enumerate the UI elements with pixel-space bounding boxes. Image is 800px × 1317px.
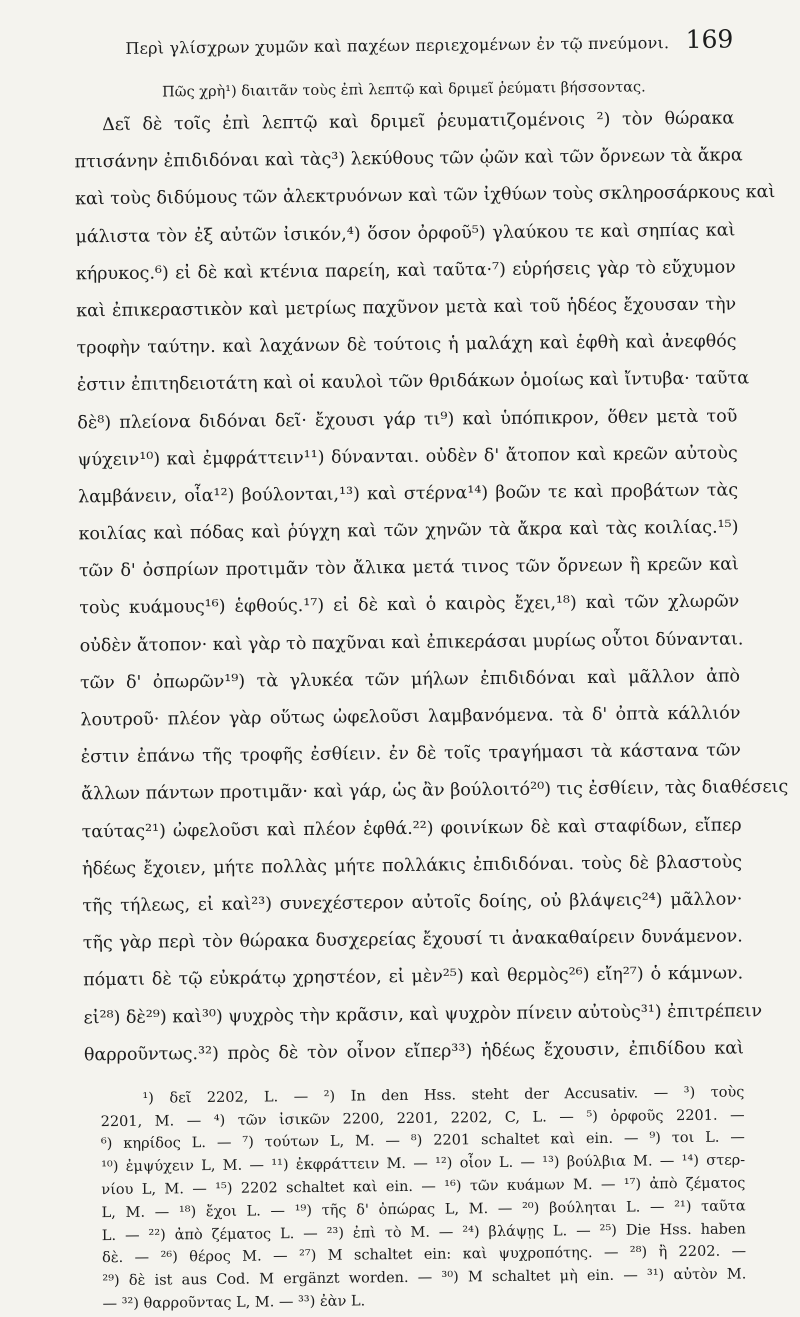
text-line: Δεῖ δὲ τοῖς ἐπὶ λεπτῷ καὶ δριμεῖ ῥευματιζομένοις ²) τὸν θώρακα [102,108,735,136]
footnote-line: ¹⁰) ἐμψύχειν L, M. — ¹¹) ἐκφράττειν M. — ¹²) οἷον L. — ¹³) βούλβια M. — ¹⁴) στερ- [101,1152,746,1176]
text-line: ἐστιν ἐπιτηδειοτάτη καὶ οἱ καυλοὶ τῶν θριδάκων ὁμοίως καὶ ἴντυβα· ταῦτα [76,368,750,396]
footnote-line: ²⁹) δὲ ist aus Cod. M ergänzt worden. — ³⁰) M schaltet μὴ ein. — ³¹) αὐτὸν M. [102,1266,747,1290]
text-line: ἡδέως ἔχοιεν, μήτε πολλὰς μήτε πολλάκις ἐπιδιδόναι. τοὺς δὲ βλαστοὺς [81,852,743,880]
footnote-line: δὲ. — ²⁶) θέρος M. — ²⁷) M schaltet ein: καὶ ψυχροπότης. — ²⁸) ἢ 2202. — [102,1243,747,1267]
text-line: τῆς γὰρ περὶ τὸν θώρακα δυσχερείας ἔχουσί τι ἀνακαθαίρειν δυνάμενον. [82,926,743,954]
footnote-line: ⁶) κηρίδος L. — ⁷) τούτων L, M. — ⁸) 2201 schaltet καὶ ein. — ⁹) τοι L. — [100,1129,745,1153]
text-line: τῶν δ' ὀσπρίων προτιμᾶν τὸν ἄλικα μετά τινος τῶν ὄρνεων ἢ κρεῶν καὶ [78,554,739,582]
footnote-line: L. — ²²) ἀπὸ ζέματος L. — ²³) ἐπὶ τὸ M. — ²⁴) βλάψῃς L. — ²⁵) Die Hss. haben [101,1221,746,1244]
text-line: καὶ ἐπικεραστικὸν καὶ μετρίως παχῦνον μετὰ καὶ τοῦ ἡδέος ἔχουσαν τὴν [76,294,737,322]
text-line: τῶν δ' ὀπωρῶν¹⁹) τὰ γλυκέα τῶν μήλων ἐπιδιδόναι καὶ μᾶλλον ἀπὸ [79,666,741,694]
text-line: ψύχειν¹⁰) καὶ ἐμφράττειν¹¹) δύνανται. οὐδὲν δ' ἄτοπον καὶ κρεῶν αὐτοὺς [77,443,738,471]
text-line: μάλιστα τὸν ἐξ αὐτῶν ἰσικόν,⁴) ὅσον ὀρφοῦ⁵) γλαύκου τε καὶ σηπίας καὶ [75,220,736,247]
text-line: πόματι δὲ τῷ εὐκράτῳ χρηστέον, εἰ μὲν²⁵) καὶ θερμὸς²⁶) εἴη²⁷) ὁ κάμνων. [83,963,744,991]
text-line: λουτροῦ· πλέον γὰρ οὕτως ὠφελοῦσι λαμβανόμενα. τὰ δ' ὀπτὰ κάλλιόν [80,703,741,731]
text-line: κήρυκος.⁶) εἰ δὲ καὶ κτένια παρείη, καὶ ταῦτα·⁷) εὑρήσεις γὰρ τὸ εὔχυμον [75,257,736,285]
text-line: θαρροῦντως.³²) πρὸς δὲ τὸν οἶνον εἴπερ³³) ἡδέως ἔχουσιν, ἐπιδίδου καὶ [83,1038,745,1066]
text-line: κοιλίας καὶ πόδας καὶ ῥύγχη καὶ τῶν χηνῶν τὰ ἄκρα καὶ τὰς κοιλίας.¹⁵) [78,517,739,545]
text-line: καὶ τοὺς διδύμους τῶν ἀλεκτρυόνων καὶ τῶν ἰχθύων τοὺς σκληροσάρκους καὶ [74,182,776,210]
running-head: Περὶ γλίσχρων χυμῶν καὶ παχέων περιεχομένων ἐν τῷ πνεύμονι. [125,33,670,58]
text-line: ἄλλων πάντων προτιμᾶν· καὶ γάρ, ὡς ἂν βούλοιτό²⁰) τις ἐσθίειν, τὰς διαθέσεις [81,777,789,805]
footnote-line: L, M. — ¹⁸) ἔχοι L. — ¹⁹) τῆς δ' ὀπώρας L, M. — ²⁰) βούληται L. — ²¹) ταῦτα [101,1198,746,1222]
body-text [74,100,789,1074]
section-title: Πῶς χρὴ¹) διαιτᾶν τοὺς ἐπὶ λεπτῷ καὶ δριμεῖ ῥεύματι βήσσοντας. [161,79,646,101]
footnote-line: ¹) δεῖ 2202, L. — ²) In den Hss. steht der Accusativ. — ³) τοὺς [142,1084,745,1107]
text-line: τροφὴν ταύτην. καὶ λαχάνων δὲ τούτοις ἡ μαλάχη καὶ ἑφθὴ καὶ ἀνεφθός [76,331,737,359]
footnotes [84,1081,746,1316]
text-line: λαμβάνειν, οἷα¹²) βούλονται,¹³) καὶ στέρνα¹⁴) βοῶν τε καὶ προβάτων τὰς [78,480,739,508]
text-line: ταύτας²¹) ὠφελοῦσι καὶ πλέον ἑφθά.²²) φοινίκων δὲ καὶ σταφίδων, εἴπερ [81,815,742,842]
text-line: τῆς τήλεως, εἰ καὶ²³) συνεχέστερον αὐτοῖς δοίης, οὐ βλάψεις²⁴) μᾶλλον· [82,889,743,917]
footnote-line: 2201, M. — ⁴) τῶν ἰσικῶν 2200, 2201, 2202, C, L. — ⁵) ὀρφοῦς 2201. — [100,1107,745,1130]
text-line: πτισάνην ἐπιδιδόναι καὶ τὰς³) λεκύθους τῶν ᾠῶν καὶ τῶν ὄρνεων τὰ ἄκρα [74,145,743,173]
footnote-line: νίου L, M. — ¹⁵) 2202 schaltet καὶ ein. — ¹⁶) τῶν κυάμων M. — ¹⁷) ἀπὸ ζέματος [101,1175,746,1199]
footnote-line: — ³²) θαρροῦντας L, M. — ³³) ἐὰν L. [102,1293,366,1313]
text-line: ἐστιν ἐπάνω τῆς τροφῆς ἐσθίειν. ἐν δὲ τοῖς τραγήμασι τὰ κάστανα τῶν [80,740,741,768]
text-line: οὐδὲν ἄτοπον· καὶ γὰρ τὸ παχῦναι καὶ ἐπικεράσαι μυρίως οὗτοι δύνανται. [79,629,744,656]
page-number: 169 [685,24,734,54]
text-line: τοὺς κυάμους¹⁶) ἑφθούς.¹⁷) εἰ δὲ καὶ ὁ καιρὸς ἔχει,¹⁸) καὶ τῶν χλωρῶν [79,591,740,619]
page-header [73,24,733,77]
text-line: εἰ²⁸) δὲ²⁹) καὶ³⁰) ψυχρὸς τὴν κρᾶσιν, καὶ ψυχρὸν πίνειν αὐτοὺς³¹) ἐπιτρέπειν [83,1000,763,1028]
text-line: δὲ⁸) πλείονα διδόναι δεῖ· ἔχουσι γάρ τι⁹) καὶ ὑπόπικρον, ὅθεν μετὰ τοῦ [77,405,738,433]
